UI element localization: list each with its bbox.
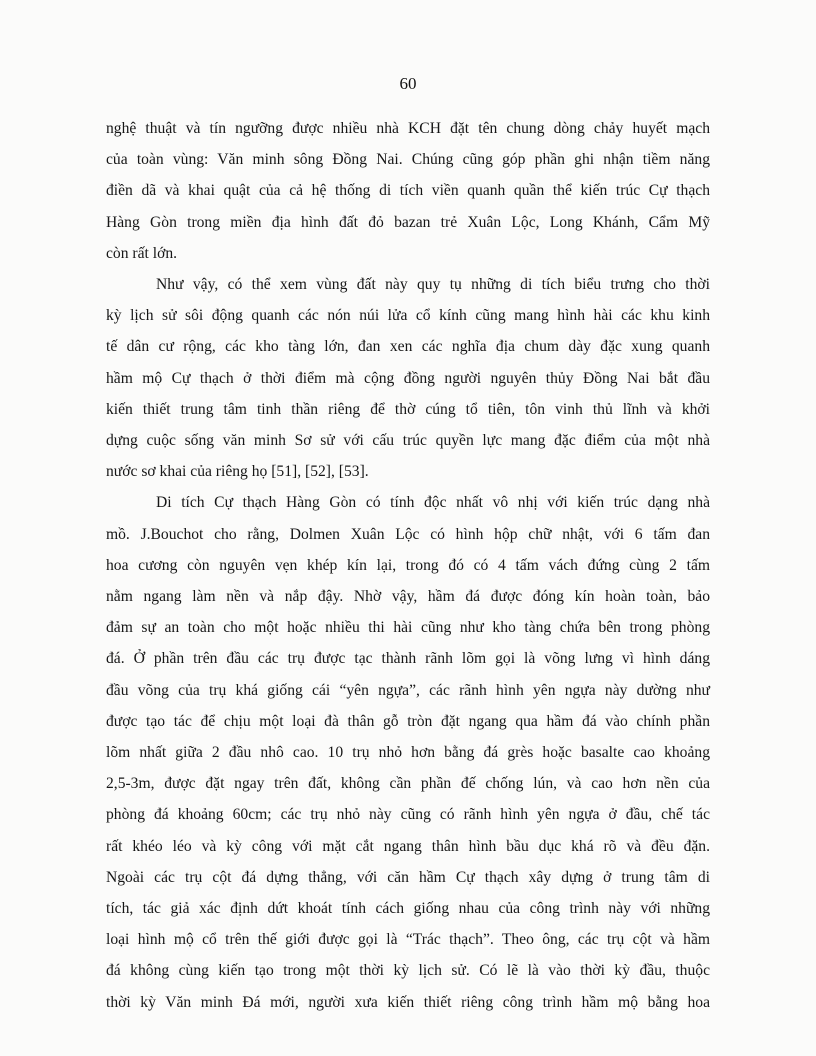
text-line: hầm mộ Cự thạch ở thời điểm mà cộng đồng người nguyên thủy Đồng Nai bắt đầu (106, 369, 710, 387)
text-line: điền dã và khai quật của cả hệ thống di tích viền quanh quần thể kiến trúc Cự thạch (106, 182, 710, 200)
text-line: mồ. J.Bouchot cho rằng, Dolmen Xuân Lộc có hình hộp chữ nhật, với 6 tấm đan (106, 525, 710, 543)
text-line: đá. Ở phần trên đầu các trụ được tạc thành rãnh lõm gọi là võng lưng vì hình dáng (106, 650, 710, 668)
text-line: tế dân cư rộng, các kho tàng lớn, đan xen các nghĩa địa chum dày đặc xung quanh (106, 338, 710, 356)
text-line: được tạo tác để chịu một loại đà thân gỗ tròn đặt ngang qua hầm đá vào chính phần (106, 712, 710, 730)
text-line: loại hình mộ cổ trên thế giới được gọi là “Trác thạch”. Theo ông, các trụ cột và hầm (106, 931, 710, 949)
text-line: đầu võng của trụ khá giống cái “yên ngựa”, các rãnh hình yên ngựa này dường như (106, 681, 710, 699)
text-line: đảm sự an toàn cho một hoặc nhiều thi hài cũng như kho tàng chứa bên trong phòng (106, 619, 710, 637)
paragraph (106, 487, 710, 1017)
text-line: kỳ lịch sử sôi động quanh các nón núi lửa cổ kính cũng mang hình hài các khu kinh (106, 307, 710, 325)
text-line: 2,5-3m, được đặt ngay trên đất, không cần phần đế chống lún, và cao hơn nền của (106, 775, 710, 793)
text-line: Ngoài các trụ cột đá dựng thẳng, với căn hầm Cự thạch xây dựng ở trung tâm di (106, 868, 710, 886)
text-line: nằm ngang làm nền và nắp đậy. Nhờ vậy, hầm đá được đóng kín hoàn toàn, bảo (106, 588, 710, 606)
text-line: lõm nhất giữa 2 đầu nhô cao. 10 trụ nhỏ hơn bằng đá grès hoặc basalte cao khoảng (106, 744, 710, 762)
text-line: dựng cuộc sống văn minh Sơ sử với cấu trúc quyền lực mang đặc điểm của một nhà (106, 432, 710, 450)
text-line: thời kỳ Văn minh Đá mới, người xưa kiến thiết riêng công trình hầm mộ bằng hoa (106, 993, 710, 1011)
text-line: Di tích Cự thạch Hàng Gòn có tính độc nhất vô nhị với kiến trúc dạng nhà (156, 494, 710, 512)
text-line: rất khéo léo và kỳ công với mặt cắt ngang thân hình bầu dục khá rõ và đều đặn. (106, 837, 710, 855)
text-line: nghệ thuật và tín ngưỡng được nhiều nhà KCH đặt tên chung dòng chảy huyết mạch (106, 120, 710, 137)
text-line: phòng đá khoảng 60cm; các trụ nhỏ này cũng có rãnh hình yên ngựa ở đầu, chế tác (106, 806, 710, 824)
text-line: Hàng Gòn trong miền địa hình đất đỏ bazan trẻ Xuân Lộc, Long Khánh, Cẩm Mỹ (106, 213, 710, 231)
text-line: hoa cương còn nguyên vẹn khép kín lại, trong đó có 4 tấm vách đứng cùng 2 tấm (106, 556, 710, 574)
paragraph (106, 113, 710, 269)
text-line: của toàn vùng: Văn minh sông Đồng Nai. Chúng cũng góp phần ghi nhận tiềm năng (106, 151, 710, 169)
text-line: Như vậy, có thể xem vùng đất này quy tụ những di tích biểu trưng cho thời (156, 276, 710, 294)
page-number: 60 (399, 74, 417, 93)
text-line: kiến thiết trung tâm tinh thần riêng để thờ cúng tổ tiên, tôn vinh thủ lĩnh và khởi (106, 400, 710, 418)
text-line: đá không cùng kiến tạo trong một thời kỳ lịch sử. Có lẽ là vào thời kỳ đầu, thuộc (106, 962, 710, 980)
text-line: còn rất lớn. (106, 244, 178, 262)
paragraph (106, 269, 710, 487)
text-line: nước sơ khai của riêng họ [51], [52], [53]. (106, 463, 369, 481)
body-text (106, 113, 710, 1018)
text-line: tích, tác giả xác định dứt khoát tính cách giống nhau của công trình này với những (106, 900, 710, 918)
